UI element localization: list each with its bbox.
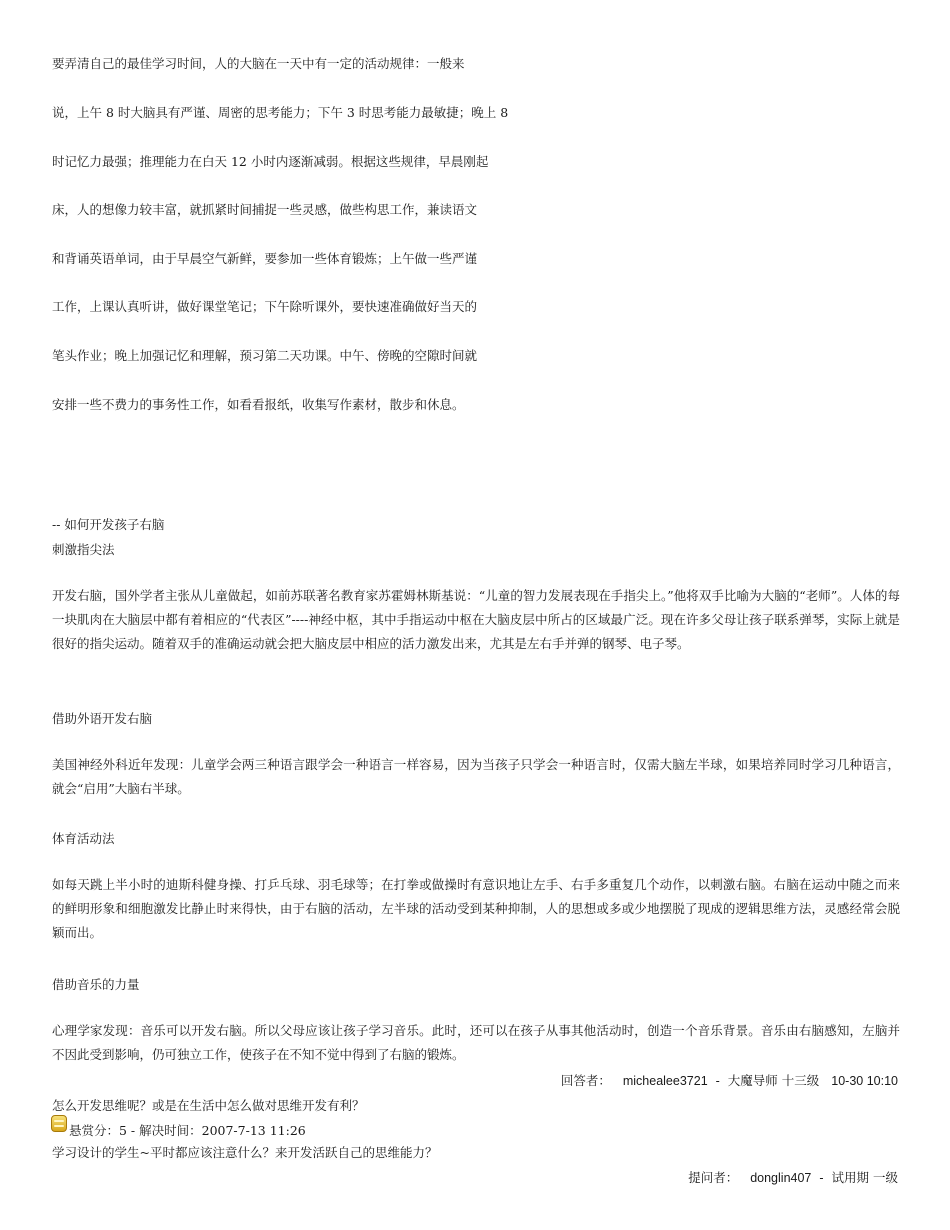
text-line: 床，人的想像力较丰富，就抓紧时间捕捉一些灵感，做些构思工作，兼读语文 bbox=[52, 202, 478, 217]
question-body: 学习设计的学生~平时都应该注意什么？来开发活跃自己的思维能力？ bbox=[52, 1145, 438, 1160]
subheading: 体育活动法 bbox=[52, 831, 115, 846]
coin-icon bbox=[51, 1115, 67, 1132]
separator: - bbox=[715, 1074, 720, 1088]
answerer-rank: 大魔导师 十三级 bbox=[727, 1073, 820, 1088]
question-title: 怎么开发思维呢？或是在生活中怎么做对思维开发有利？ bbox=[52, 1098, 365, 1113]
asker-rank: 试用期 一级 bbox=[831, 1170, 898, 1185]
paragraph: 美国神经外科近年发现：儿童学会两三种语言跟学会一种语言一样容易，因为当孩子只学会一种语言时，仅需大脑左半球，如果培养同时学习几种语言，就会“启用”大脑右半球。 bbox=[52, 757, 900, 796]
paragraph: 开发右脑，国外学者主张从儿童做起，如前苏联著名教育家苏霍姆林斯基说：“儿童的智力发展表现在手指尖上。”他将双手比喻为大脑的“老师”。人体的每一块肌肉在大脑层中都有着相应的“代表区”----神经中枢，其中手指运动中枢在大脑皮层中所占的区域最广泛。现在许多父母让孩子联系弹琴，实际上就是很好的指尖运动。随着双手的准确运动就会把大脑皮层中相应的活力激发出来，尤其是左右手并弹的钢琴、电子琴。 bbox=[52, 588, 900, 651]
separator: - bbox=[819, 1171, 824, 1185]
text-line: 要弄清自己的最佳学习时间，人的大脑在一天中有一定的活动规律：一般来 bbox=[52, 56, 465, 71]
text-line: 安排一些不费力的事务性工作，如看看报纸，收集写作素材，散步和休息。 bbox=[52, 397, 465, 412]
paragraph: 如每天跳上半小时的迪斯科健身操、打乒乓球、羽毛球等；在打拳或做操时有意识地让左手、右手多重复几个动作，以刺激右脑。右脑在运动中随之而来的鲜明形象和细胞激发比静止时来得快，由于右脑的活动，左半球的活动受到某种抑制，人的思想或多或少地摆脱了现成的逻辑思维方法，灵感经常会脱颖而出。 bbox=[52, 877, 900, 940]
text-line: 笔头作业；晚上加强记忆和理解，预习第二天功课。中午、傍晚的空隙时间就 bbox=[52, 348, 478, 363]
text-line: 工作，上课认真听讲，做好课堂笔记；下午除听课外，要快速准确做好当天的 bbox=[52, 299, 478, 314]
answer-time: 10-30 10:10 bbox=[831, 1074, 898, 1088]
asker-meta-label: 提问者： bbox=[688, 1170, 739, 1185]
text-line: 说，上午 8 时大脑具有严谨、周密的思考能力；下午 3 时思考能力最敏捷；晚上 8 bbox=[52, 105, 509, 120]
asker-link[interactable]: donglin407 bbox=[750, 1171, 812, 1185]
answer-meta-label: 回答者： bbox=[560, 1073, 611, 1088]
answerer-link[interactable]: michealee3721 bbox=[622, 1074, 708, 1088]
subheading: 借助外语开发右脑 bbox=[52, 711, 153, 726]
subheading: 刺激指尖法 bbox=[52, 542, 115, 557]
reward-info: 悬赏分：5 - 解决时间：2007-7-13 11:26 bbox=[69, 1123, 306, 1138]
text-line: 时记忆力最强；推理能力在白天 12 小时内逐渐减弱。根据这些规律，早晨刚起 bbox=[52, 154, 489, 169]
section-title: -- 如何开发孩子右脑 bbox=[52, 517, 165, 532]
answer-meta bbox=[561, 1071, 898, 1089]
asker-meta bbox=[688, 1168, 898, 1186]
subheading: 借助音乐的力量 bbox=[52, 977, 140, 992]
text-line: 和背诵英语单词，由于早晨空气新鲜，要参加一些体育锻炼；上午做一些严谨 bbox=[52, 251, 478, 266]
paragraph: 心理学家发现：音乐可以开发右脑。所以父母应该让孩子学习音乐。此时，还可以在孩子从事其他活动时，创造一个音乐背景。音乐由右脑感知，左脑并不因此受到影响，仍可独立工作，使孩子在不知不觉中得到了右脑的锻炼。 bbox=[52, 1023, 900, 1062]
